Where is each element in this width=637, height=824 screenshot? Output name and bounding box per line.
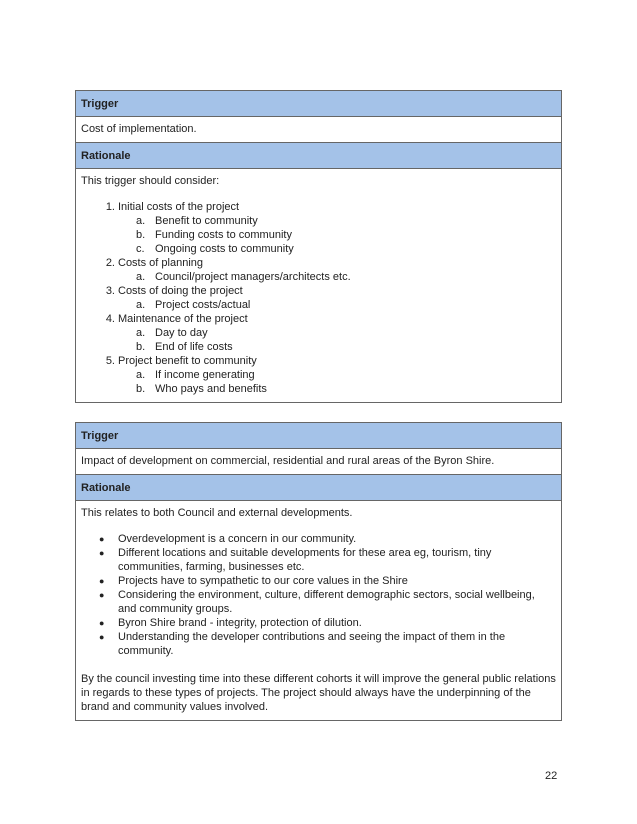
sub-list-text: End of life costs (155, 341, 233, 353)
trigger-table-development (75, 422, 562, 721)
bullet-icon: ● (99, 534, 105, 544)
sub-list (118, 214, 556, 256)
list-item (105, 312, 556, 354)
bullet-text: Understanding the developer contributions and seeing the impact of them in the community. (118, 631, 506, 657)
list-item (105, 354, 556, 396)
bullet-text: Overdevelopment is a concern in our community. (118, 533, 357, 545)
bullet-item (99, 588, 556, 616)
bullet-item (99, 546, 556, 574)
sub-list-letter: a. (136, 299, 146, 311)
sub-list-letter: a. (136, 215, 146, 227)
rationale-header: Rationale (76, 475, 561, 501)
sub-list-letter: b. (136, 383, 146, 395)
sub-list-text: Project costs/actual (155, 299, 251, 311)
bullet-list (81, 532, 556, 658)
sub-list-item (136, 270, 556, 284)
trigger-header: Trigger (76, 91, 561, 117)
sub-list-item (136, 242, 556, 256)
sub-list-text: Who pays and benefits (155, 383, 267, 395)
rationale-body (76, 169, 561, 402)
sub-list-item (136, 298, 556, 312)
bullet-text: Byron Shire brand - integrity, protection of dilution. (118, 617, 362, 629)
list-item-text: Initial costs of the project (118, 201, 240, 213)
sub-list-letter: a. (136, 369, 146, 381)
sub-list-text: Day to day (155, 327, 208, 339)
numbered-list (81, 200, 556, 396)
sub-list-item (136, 214, 556, 228)
sub-list-text: Benefit to community (155, 215, 258, 227)
list-number: 2. (105, 257, 115, 269)
rationale-body (76, 501, 561, 720)
bullet-icon: ● (99, 590, 105, 600)
list-item-text: Costs of doing the project (118, 285, 243, 297)
trigger-text: Impact of development on commercial, residential and rural areas of the Byron Shire. (76, 449, 561, 475)
sub-list-letter: a. (136, 271, 146, 283)
list-item-text: Project benefit to community (118, 355, 257, 367)
sub-list (118, 298, 556, 312)
bullet-item (99, 630, 556, 658)
list-number: 3. (105, 285, 115, 297)
bullet-icon: ● (99, 618, 105, 628)
closing-paragraph: By the council investing time into these different cohorts it will improve the general public relations in regards to these types of projects. The project should always have the underpinning of the brand and community values involved. (81, 673, 556, 713)
sub-list-text: If income generating (155, 369, 255, 381)
sub-list-text: Funding costs to community (155, 229, 292, 241)
bullet-item (99, 532, 556, 546)
sub-list (118, 326, 556, 354)
bullet-item (99, 616, 556, 630)
rationale-header: Rationale (76, 143, 561, 169)
list-item-text: Costs of planning (118, 257, 203, 269)
trigger-table-cost (75, 90, 562, 403)
bullet-text: Considering the environment, culture, different demographic sectors, social wellbeing, and community groups. (118, 589, 535, 615)
sub-list-item (136, 382, 556, 396)
bullet-text: Different locations and suitable developments for these area eg, tourism, tiny communities, farming, businesses etc. (118, 547, 492, 573)
sub-list (118, 270, 556, 284)
bullet-icon: ● (99, 632, 105, 642)
sub-list-letter: c. (136, 243, 145, 255)
page-number: 22 (545, 770, 558, 782)
list-number: 5. (105, 355, 115, 367)
list-number: 1. (105, 201, 115, 213)
sub-list-text: Ongoing costs to community (155, 243, 294, 255)
list-number: 4. (105, 313, 115, 325)
bullet-icon: ● (99, 548, 105, 558)
trigger-header: Trigger (76, 423, 561, 449)
sub-list-letter: b. (136, 341, 146, 353)
bullet-icon: ● (99, 576, 105, 586)
sub-list-item (136, 340, 556, 354)
list-item (105, 200, 556, 256)
sub-list-letter: b. (136, 229, 146, 241)
sub-list-text: Council/project managers/architects etc. (155, 271, 351, 283)
sub-list-item (136, 326, 556, 340)
rationale-intro: This trigger should consider: (81, 175, 220, 187)
sub-list-letter: a. (136, 327, 146, 339)
list-item (105, 256, 556, 284)
sub-list (118, 368, 556, 396)
list-item (105, 284, 556, 312)
sub-list-item (136, 228, 556, 242)
bullet-item (99, 574, 556, 588)
bullet-text: Projects have to sympathetic to our core values in the Shire (118, 575, 408, 587)
list-item-text: Maintenance of the project (118, 313, 248, 325)
rationale-intro: This relates to both Council and external developments. (81, 507, 353, 519)
sub-list-item (136, 368, 556, 382)
trigger-text: Cost of implementation. (76, 117, 561, 143)
